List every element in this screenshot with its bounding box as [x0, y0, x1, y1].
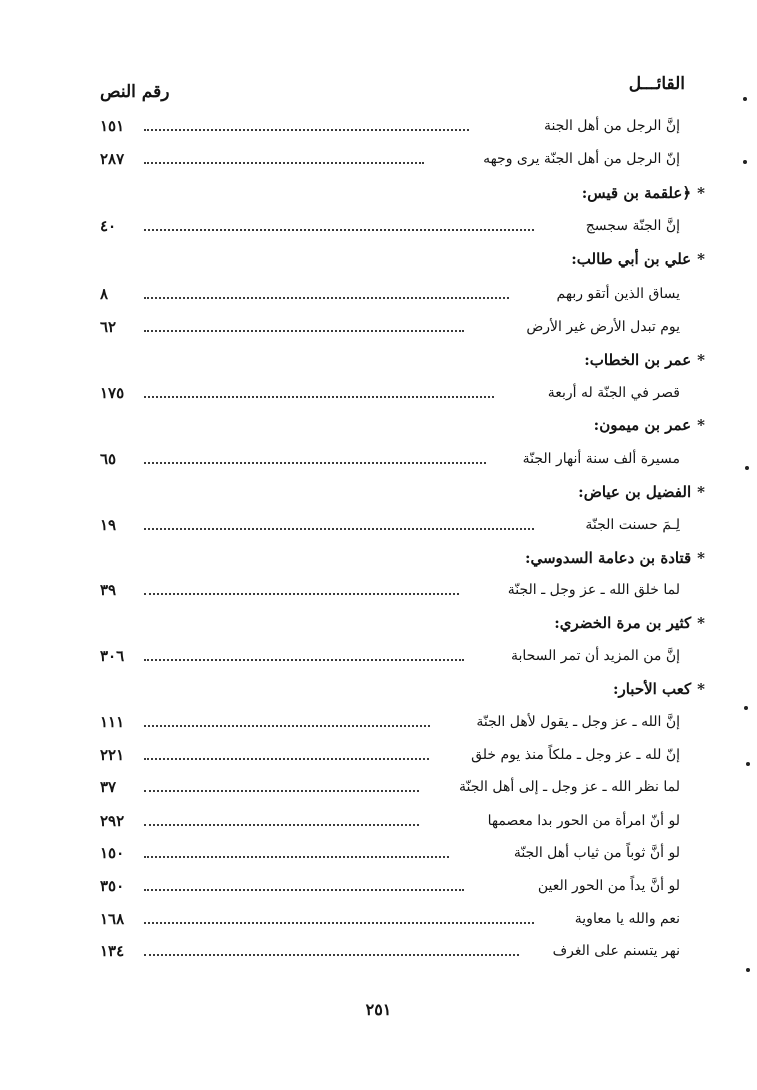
dot-leader — [144, 127, 469, 131]
index-row — [100, 840, 680, 866]
hadith-incipit: يساق الذين أتقو ربهم — [556, 286, 680, 302]
text-number: ٢٢١ — [100, 746, 125, 764]
dot-leader — [144, 952, 519, 956]
index-row — [100, 808, 680, 834]
text-number: ٤٠ — [100, 217, 117, 235]
asterisk-bullet: * — [697, 614, 705, 632]
text-number: ١٦٨ — [100, 910, 125, 928]
index-row — [100, 643, 680, 669]
index-row — [100, 213, 680, 239]
narrator-name: كعب الأحبار: — [612, 680, 692, 698]
hadith-incipit: إنَّ الجنّة سجسج — [585, 218, 680, 234]
hadith-incipit: لما خلق الله ـ عز وجل ـ الجنّة — [507, 582, 680, 598]
text-number: ٣٠٦ — [100, 647, 125, 665]
index-row — [100, 873, 680, 899]
text-number: ٦٢ — [100, 318, 117, 336]
dot-leader — [144, 591, 459, 595]
narrator-name: الفضيل بن عياض: — [578, 483, 692, 501]
asterisk-bullet: * — [697, 680, 705, 698]
index-row — [100, 742, 680, 768]
narrator-heading — [554, 611, 705, 635]
dot-leader — [144, 756, 429, 760]
asterisk-bullet: * — [697, 483, 705, 501]
margin-mark — [745, 466, 749, 470]
dot-leader — [144, 657, 464, 661]
dot-leader — [144, 887, 464, 891]
asterisk-bullet: * — [697, 250, 705, 268]
index-row — [100, 113, 680, 139]
hadith-incipit: لِـمَ حسنت الجنّة — [585, 517, 680, 533]
index-row — [100, 380, 680, 406]
narrator-heading — [525, 546, 705, 570]
text-number: ٣٧ — [100, 778, 117, 796]
hadith-incipit: إنّ الرجل من أهل الجنّة يرى وجهه — [483, 151, 680, 167]
hadith-incipit: إنَّ الله ـ عز وجل ـ يقول لأهل الجنّة — [476, 714, 680, 730]
text-number-column-header: رقم النص — [100, 82, 170, 102]
narrator-name: عمر بن الخطاب: — [584, 351, 692, 369]
dot-leader — [144, 854, 449, 858]
hadith-incipit: نهر يتسنم على الغرف — [552, 943, 680, 959]
dot-leader — [144, 920, 534, 924]
dot-leader — [144, 295, 509, 299]
text-number: ١٩ — [100, 516, 117, 534]
text-number: ١٣٤ — [100, 942, 125, 960]
narrator-heading — [584, 348, 705, 372]
hadith-incipit: يوم تبدل الأرض غير الأرض — [526, 319, 680, 335]
text-number: ٣٥٠ — [100, 877, 125, 895]
dot-leader — [144, 227, 534, 231]
margin-mark — [744, 706, 748, 710]
margin-mark — [743, 97, 747, 101]
page-number: ٢٥١ — [365, 1000, 392, 1019]
asterisk-bullet: * — [697, 351, 705, 369]
dot-leader — [144, 788, 419, 792]
hadith-incipit: إنَّ من المزيد أن تمر السحابة — [510, 648, 680, 664]
index-row — [100, 314, 680, 340]
narrator-heading — [582, 181, 705, 205]
margin-mark — [743, 160, 747, 164]
hadith-incipit: إنّ لله ـ عز وجل ـ ملكاً منذ يوم خلق — [471, 747, 680, 763]
dot-leader — [144, 394, 494, 398]
hadith-incipit: قصر في الجنّة له أربعة — [547, 385, 680, 401]
hadith-incipit: إنَّ الرجل من أهل الجنة — [543, 118, 680, 134]
hadith-incipit: لما نظر الله ـ عز وجل ـ إلى أهل الجنّة — [459, 779, 680, 795]
margin-mark — [746, 762, 750, 766]
index-row — [100, 938, 680, 964]
hadith-incipit: لو أنّ امرأة من الحور بدا معصمها — [487, 813, 680, 829]
narrator-name: كثير بن مرة الخضري: — [554, 614, 692, 632]
text-number: ٦٥ — [100, 450, 117, 468]
text-number: ٨ — [100, 285, 109, 303]
dot-leader — [144, 822, 419, 826]
speaker-column-header: القائـــل — [628, 74, 685, 94]
dot-leader — [144, 328, 464, 332]
hadith-incipit: مسيرة ألف سنة أنهار الجنّة — [522, 451, 680, 467]
text-number: ٢٨٧ — [100, 150, 125, 168]
index-row — [100, 146, 680, 172]
index-row — [100, 577, 680, 603]
index-row — [100, 709, 680, 735]
asterisk-bullet: * — [697, 549, 705, 567]
text-number: ١١١ — [100, 713, 125, 731]
index-row — [100, 512, 680, 538]
text-number: ١٧٥ — [100, 384, 125, 402]
text-number: ١٥٠ — [100, 844, 125, 862]
hadith-incipit: لو أنَّ ثوباً من ثياب أهل الجنّة — [513, 845, 680, 861]
narrator-name: علي بن أبي طالب: — [571, 250, 692, 268]
dot-leader — [144, 723, 430, 727]
dot-leader — [144, 160, 424, 164]
index-row — [100, 281, 680, 307]
dot-leader — [144, 460, 486, 464]
narrator-heading — [571, 247, 705, 271]
index-row — [100, 774, 680, 800]
narrator-name: عمر بن ميمون: — [593, 416, 692, 434]
narrator-name: قتادة بن دعامة السدوسي: — [524, 549, 692, 567]
hadith-incipit: نعم والله يا معاوية — [574, 911, 680, 927]
text-number: ١٥١ — [100, 117, 125, 135]
index-row — [100, 906, 680, 932]
narrator-heading — [613, 677, 705, 701]
narrator-heading — [578, 480, 705, 504]
text-number: ٣٩ — [100, 581, 117, 599]
narrator-heading — [594, 413, 705, 437]
dot-leader — [144, 526, 534, 530]
narrator-name: ﴿علقمة بن قيس: — [581, 184, 692, 202]
text-number: ٢٩٢ — [100, 812, 125, 830]
asterisk-bullet: * — [697, 184, 705, 202]
margin-mark — [746, 968, 750, 972]
hadith-incipit: لو أنَّ يداً من الحور العين — [537, 878, 680, 894]
asterisk-bullet: * — [697, 416, 705, 434]
index-row — [100, 446, 680, 472]
